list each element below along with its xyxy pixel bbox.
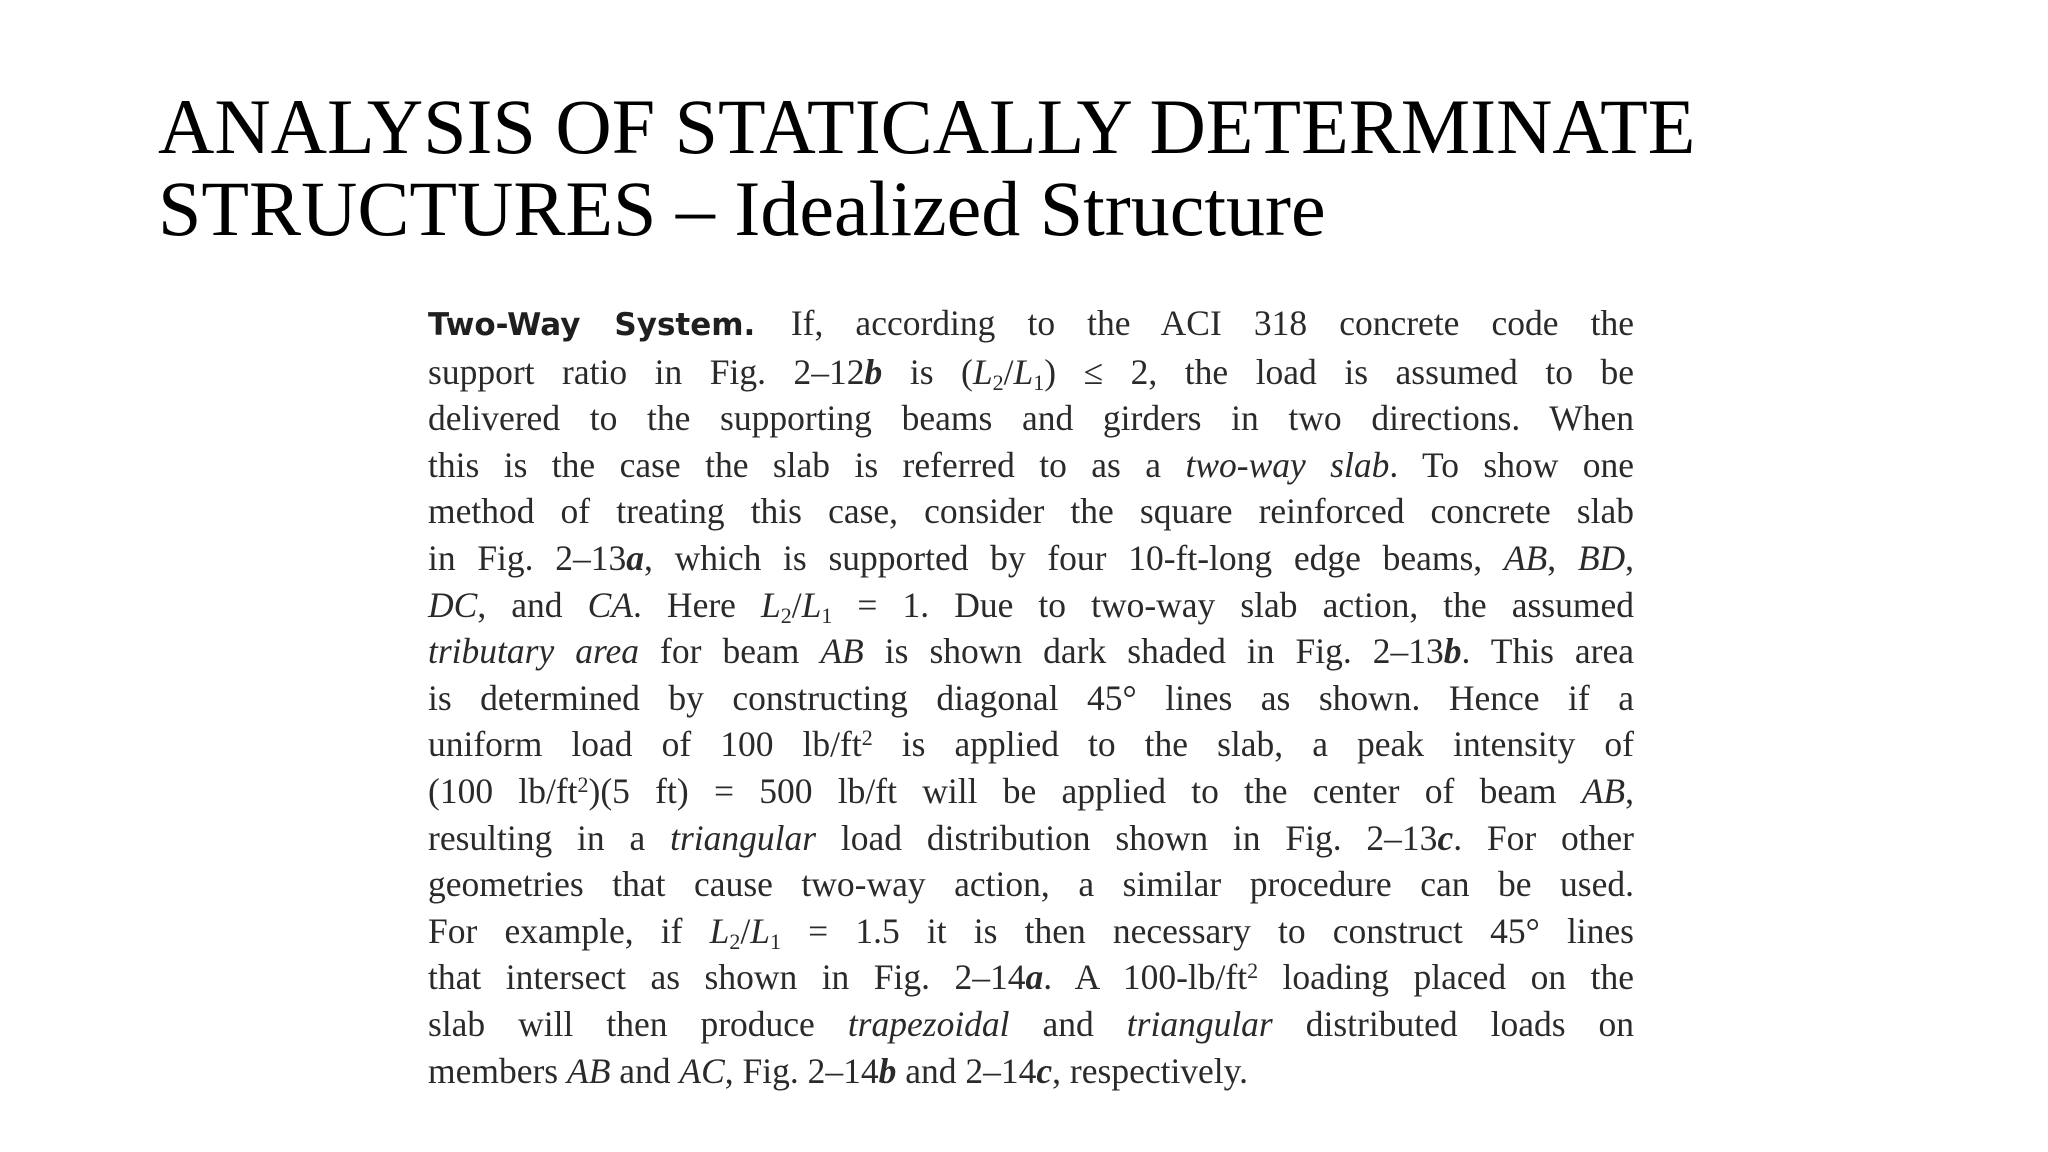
paragraph-line (428, 488, 1634, 535)
text-run: . For other (1453, 817, 1634, 858)
paragraph-line (428, 395, 1634, 442)
text-run: / (1003, 351, 1014, 392)
text-run: b (878, 1050, 897, 1091)
text-run: , respectively. (1052, 1050, 1248, 1091)
text-run: L (1013, 351, 1034, 392)
paragraph-line (428, 721, 1634, 768)
text-run: CA (587, 584, 633, 625)
slide-title-line-1: ANALYSIS OF STATICALLY DETERMINATE (158, 83, 1696, 170)
text-run: that intersect as shown in Fig. 2–14 (428, 957, 1026, 998)
text-run: and 2–14 (896, 1050, 1037, 1091)
text-run: delivered to the supporting beams and girders in two directions. When (428, 398, 1634, 439)
text-run: slab will then produce (428, 1003, 848, 1044)
paragraph-line (428, 954, 1634, 1001)
text-run: . This area (1461, 631, 1634, 672)
text-run: L (760, 584, 781, 625)
text-run: is ( (882, 351, 973, 392)
text-run: L (750, 910, 770, 951)
text-run: support ratio in Fig. 2–12 (428, 351, 865, 392)
paragraph-line (428, 908, 1634, 955)
text-run: tributary area (428, 631, 640, 672)
text-run: L (972, 351, 993, 392)
text-run: b (1443, 631, 1462, 672)
paragraph-line (428, 861, 1634, 908)
text-run: For example, if (428, 910, 710, 951)
text-run: . A 100-lb/ft (1043, 957, 1248, 998)
text-run: 1 (1033, 369, 1045, 395)
slide-title (158, 83, 1958, 252)
text-run: AB (1581, 770, 1626, 811)
paragraph-line (428, 815, 1634, 862)
text-run: and (1009, 1003, 1127, 1044)
text-run: 2 (729, 928, 741, 954)
text-run: . Here (632, 584, 761, 625)
text-run: AB (820, 631, 864, 672)
text-run: 1 (769, 928, 781, 954)
text-run: 2 (780, 602, 792, 628)
text-run: two-way slab (1185, 444, 1390, 485)
textbook-excerpt (428, 300, 1634, 1094)
text-run: in Fig. 2–13 (428, 537, 627, 578)
text-run: triangular (1126, 1003, 1273, 1044)
paragraph-line (428, 628, 1634, 675)
text-run: triangular (670, 817, 817, 858)
text-run: for beam (639, 631, 821, 672)
text-run: c (1036, 1050, 1053, 1091)
text-run: 2 (861, 725, 873, 751)
paragraph-line (428, 675, 1634, 722)
text-run: , (1547, 537, 1578, 578)
text-run: AB (1503, 537, 1548, 578)
text-run: method of treating this case, consider the square reinforced concrete slab (428, 491, 1634, 532)
text-run: / (740, 910, 751, 951)
text-run: = 1.5 it is then necessary to construct 45° lines (780, 910, 1634, 951)
paragraph-line (428, 1001, 1634, 1048)
text-run: geometries that cause two-way action, a similar procedure can be used. (428, 864, 1634, 905)
text-run: AB (567, 1050, 611, 1091)
text-run: , Fig. 2–14 (724, 1050, 879, 1091)
text-run: . To show one (1389, 444, 1634, 485)
paragraph-line (428, 535, 1634, 582)
text-run: load distribution shown in Fig. 2–13 (816, 817, 1438, 858)
text-run: L (709, 910, 730, 951)
text-run: / (791, 584, 802, 625)
text-run: 2 (1247, 958, 1259, 984)
text-run: (100 lb/ft (428, 770, 578, 811)
text-run: = 1. Due to two-way slab action, the assumed (832, 584, 1634, 625)
paragraph-line (428, 442, 1634, 489)
text-run: is applied to the slab, a peak intensity of (872, 724, 1634, 765)
text-run: members (428, 1050, 568, 1091)
text-run: L (801, 584, 822, 625)
text-run: trapezoidal (847, 1003, 1010, 1044)
slide-title-line-2: STRUCTURES – Idealized Structure (158, 165, 1326, 252)
text-run: uniform load of 100 lb/ft (428, 724, 862, 765)
text-run: DC (428, 584, 478, 625)
paragraph-line (428, 768, 1634, 815)
text-run: If, according to the ACI 318 concrete code the (790, 303, 1634, 343)
text-run: b (864, 351, 883, 392)
text-run: resulting in a (428, 817, 671, 858)
text-run: 2 (992, 369, 1004, 395)
text-run: loading placed on the (1258, 957, 1634, 998)
paragraph-line (428, 582, 1634, 629)
text-run: a (1025, 957, 1044, 998)
text-run: )(5 ft) = 500 lb/ft will be applied to the center of beam (588, 770, 1582, 811)
text-run: distributed loads on (1272, 1003, 1634, 1044)
text-run: , (1625, 770, 1634, 811)
text-run: is determined by constructing diagonal 45° lines as shown. Hence if a (428, 677, 1634, 718)
text-run: BD (1577, 537, 1626, 578)
paragraph-line (428, 1048, 1634, 1095)
text-run: a (626, 537, 645, 578)
paragraph-line (428, 300, 1634, 349)
text-run: this is the case the slab is referred to as a (428, 444, 1186, 485)
text-run: , which is supported by four 10-ft-long edge beams, (644, 537, 1504, 578)
text-run: is shown dark shaded in Fig. 2–13 (863, 631, 1444, 672)
text-run: 2 (577, 771, 589, 797)
text-run: , (1625, 537, 1635, 578)
text-run: c (1437, 817, 1454, 858)
paragraph-line (428, 349, 1634, 396)
section-heading: Two-Way System. (428, 307, 756, 343)
text-run: AC (679, 1050, 725, 1091)
text-run: and (610, 1050, 680, 1091)
text-run: , and (477, 584, 588, 625)
text-run: 1 (821, 602, 833, 628)
text-run: ) ≤ 2, the load is assumed to be (1044, 351, 1635, 392)
